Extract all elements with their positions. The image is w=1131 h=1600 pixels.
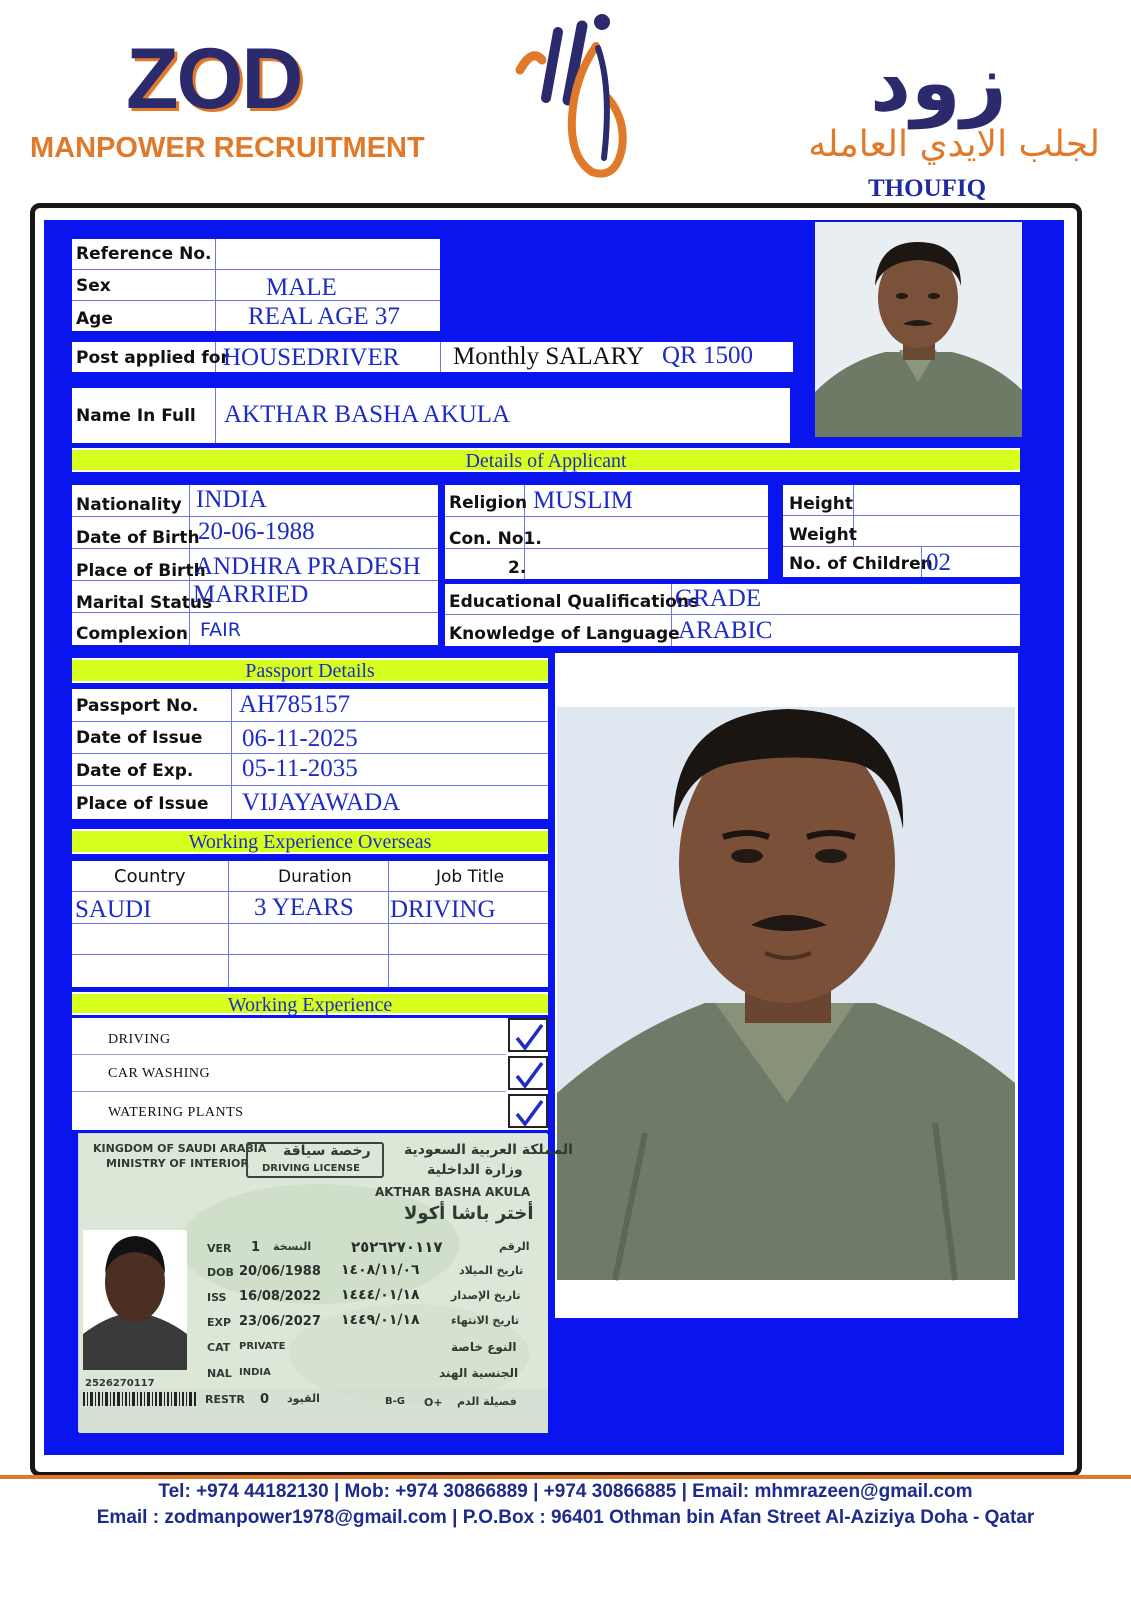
experience-checkbox[interactable] <box>508 1018 548 1052</box>
dob-value: 20-06-1988 <box>198 518 315 545</box>
passport-place-value: VIJAYAWADA <box>242 789 401 816</box>
license-id-ar: ٢٥٢٦٢٧٠١١٧ <box>351 1238 443 1256</box>
license-id-ar-label: الرقم <box>499 1240 530 1253</box>
table-row <box>72 924 548 955</box>
overseas-table <box>72 861 548 987</box>
license-holder-ar: أختر باشا أكولا <box>404 1203 534 1224</box>
nationality-label: Nationality <box>76 495 182 515</box>
list-item <box>72 1055 506 1092</box>
footer-contact-line: Tel: +974 44182130 | Mob: +974 30866889 | +974 30866885 | Email: mhmrazeen@gmail.com <box>158 1481 973 1502</box>
brand-title-arabic: زود <box>870 36 1007 129</box>
passport-table <box>72 689 548 819</box>
name-label: Name In Full <box>76 406 196 426</box>
passport-no-label: Passport No. <box>76 696 199 716</box>
brand-title: ZOD <box>126 31 302 127</box>
license-exp-ar: ١٤٤٩/٠١/١٨ <box>341 1312 420 1328</box>
pob-label: Place of Birth <box>76 561 206 581</box>
overseas-col-duration: Duration <box>278 867 352 887</box>
passport-issue-label: Date of Issue <box>76 728 203 748</box>
license-restr-ar: القيود <box>287 1392 320 1405</box>
license-ministry-ar: وزارة الداخلية <box>427 1162 523 1178</box>
dob-label: Date of Birth <box>76 528 200 548</box>
license-nal-label: NAL <box>207 1367 232 1380</box>
license-iss-ar-label: تاريخ الإصدار <box>451 1289 521 1302</box>
complexion-value: FAIR <box>200 619 241 641</box>
marital-value: MARRIED <box>193 581 309 608</box>
list-item <box>72 1018 506 1055</box>
age-value: REAL AGE 37 <box>248 303 400 330</box>
license-iss-ar: ١٤٤٤/٠١/١٨ <box>341 1287 420 1303</box>
religion-label: Religion <box>449 493 528 513</box>
license-title-en: DRIVING LICENSE <box>262 1163 360 1174</box>
brand-subtitle-arabic: لجلب الايدي العامله <box>808 124 1100 165</box>
experience-checkbox[interactable] <box>508 1056 548 1090</box>
passport-exp-label: Date of Exp. <box>76 761 194 781</box>
education-label: Educational Qualifications <box>449 592 700 612</box>
experience-label: WATERING PLANTS <box>108 1105 244 1120</box>
experience-list <box>72 1018 548 1130</box>
barcode-icon <box>83 1392 199 1406</box>
passport-no-value: AH785157 <box>239 691 351 718</box>
license-nal-value: INDIA <box>239 1367 271 1378</box>
experience-checkbox[interactable] <box>508 1094 548 1128</box>
license-ver-label: VER <box>207 1242 232 1255</box>
company-logo-icon <box>512 8 652 186</box>
education-value: GRADE <box>675 585 762 612</box>
post-label: Post applied for <box>76 348 229 368</box>
reference-label: Reference No. <box>76 244 212 264</box>
weight-label: Weight <box>789 525 857 545</box>
overseas-col-country: Country <box>114 866 186 887</box>
overseas-col-jobtitle: Job Title <box>436 867 505 887</box>
license-cat-value: PRIVATE <box>239 1341 286 1352</box>
driving-license-card <box>78 1133 573 1432</box>
language-value: ARABIC <box>678 617 773 644</box>
license-dob-value: 20/06/1988 <box>239 1264 321 1279</box>
overseas-duration: 3 YEARS <box>254 894 354 921</box>
sex-label: Sex <box>76 276 111 296</box>
license-dob-ar-label: تاريخ الميلاد <box>459 1264 524 1277</box>
license-ver-value: 1 <box>251 1240 261 1255</box>
experience-label: CAR WASHING <box>108 1066 211 1081</box>
sex-value: MALE <box>266 274 337 301</box>
brand-subtitle: MANPOWER RECRUITMENT <box>30 132 425 164</box>
salary-label: Monthly SALARY <box>453 343 645 370</box>
complexion-label: Complexion <box>76 624 188 644</box>
table-row <box>72 955 548 987</box>
footer-address-line: Email : zodmanpower1978@gmail.com | P.O.Box : 96401 Othman bin Afan Street Al-Aziziya Doha - Qatar <box>96 1507 1035 1528</box>
post-value: HOUSEDRIVER <box>223 344 400 371</box>
list-item <box>72 1092 506 1130</box>
license-ver-ar: النسخة <box>273 1240 312 1253</box>
license-country-en: KINGDOM OF SAUDI ARABIA <box>93 1142 267 1155</box>
marital-label: Marital Status <box>76 593 213 613</box>
license-title-ar: رخصة سياقة <box>283 1143 371 1159</box>
passport-issue-value: 06-11-2025 <box>242 725 358 752</box>
children-label: No. of Children <box>789 554 933 574</box>
license-ministry-en: MINISTRY OF INTERIOR <box>106 1157 249 1170</box>
license-country-ar: المملكة العربية السعودية <box>404 1142 573 1158</box>
name-row <box>72 388 790 443</box>
language-label: Knowledge of Language <box>449 624 680 644</box>
overseas-country: SAUDI <box>75 896 152 923</box>
nationality-value: INDIA <box>196 486 267 513</box>
height-label: Height <box>789 494 853 514</box>
license-exp-value: 23/06/2027 <box>239 1314 321 1329</box>
religion-value: MUSLIM <box>533 487 634 514</box>
license-blood-ar: فصيلة الدم <box>457 1395 517 1408</box>
license-restr-label: RESTR <box>205 1393 245 1406</box>
agent-name: THOUFIQ <box>868 175 987 202</box>
applicant-photo-small <box>815 222 1022 437</box>
checkmark-icon <box>513 1022 545 1052</box>
footer-divider <box>0 1475 1131 1479</box>
license-blood-value: O+ <box>424 1396 443 1409</box>
age-label: Age <box>76 309 113 329</box>
license-dob-label: DOB <box>207 1266 234 1279</box>
license-cat-ar: النوع خاصة <box>451 1340 517 1354</box>
passport-exp-value: 05-11-2035 <box>242 755 358 782</box>
license-blood-label: B-G <box>385 1396 405 1407</box>
name-value: AKTHAR BASHA AKULA <box>224 401 511 428</box>
license-holder-en: AKTHAR BASHA AKULA <box>375 1185 531 1199</box>
details-right-table <box>783 485 1020 577</box>
license-exp-ar-label: تاريخ الانتهاء <box>451 1314 520 1327</box>
license-exp-label: EXP <box>207 1316 232 1329</box>
post-row <box>72 342 793 372</box>
license-dob-ar: ١٤٠٨/١١/٠٦ <box>341 1262 420 1278</box>
passport-header: Passport Details <box>72 658 548 683</box>
details-left-table <box>72 485 438 645</box>
salary-value: QR 1500 <box>662 342 753 369</box>
passport-place-label: Place of Issue <box>76 794 209 814</box>
license-iss-value: 16/08/2022 <box>239 1289 321 1304</box>
details-middle-table <box>445 485 768 579</box>
checkmark-icon <box>513 1060 545 1090</box>
checkmark-icon <box>513 1098 545 1128</box>
children-value: 02 <box>926 549 951 576</box>
pob-value: ANDHRA PRADESH <box>195 553 421 580</box>
experience-header: Working Experience <box>72 992 548 1015</box>
contact1-label: Con. No1. <box>449 529 542 549</box>
contact2-label: 2. <box>508 558 527 578</box>
details-header: Details of Applicant <box>72 448 1020 472</box>
table-row <box>72 892 548 924</box>
license-card-id: 2526270117 <box>85 1378 155 1389</box>
license-nal-ar: الجنسية الهند <box>439 1366 519 1380</box>
overseas-header: Working Experience Overseas <box>72 829 548 854</box>
reference-table <box>72 239 440 331</box>
education-table <box>445 584 1020 646</box>
applicant-photo-large <box>555 653 1018 1318</box>
license-cat-label: CAT <box>207 1341 231 1354</box>
license-restr-value: 0 <box>260 1392 270 1407</box>
experience-label: DRIVING <box>108 1032 171 1047</box>
license-iss-label: ISS <box>207 1291 227 1304</box>
overseas-jobtitle: DRIVING <box>390 896 496 923</box>
